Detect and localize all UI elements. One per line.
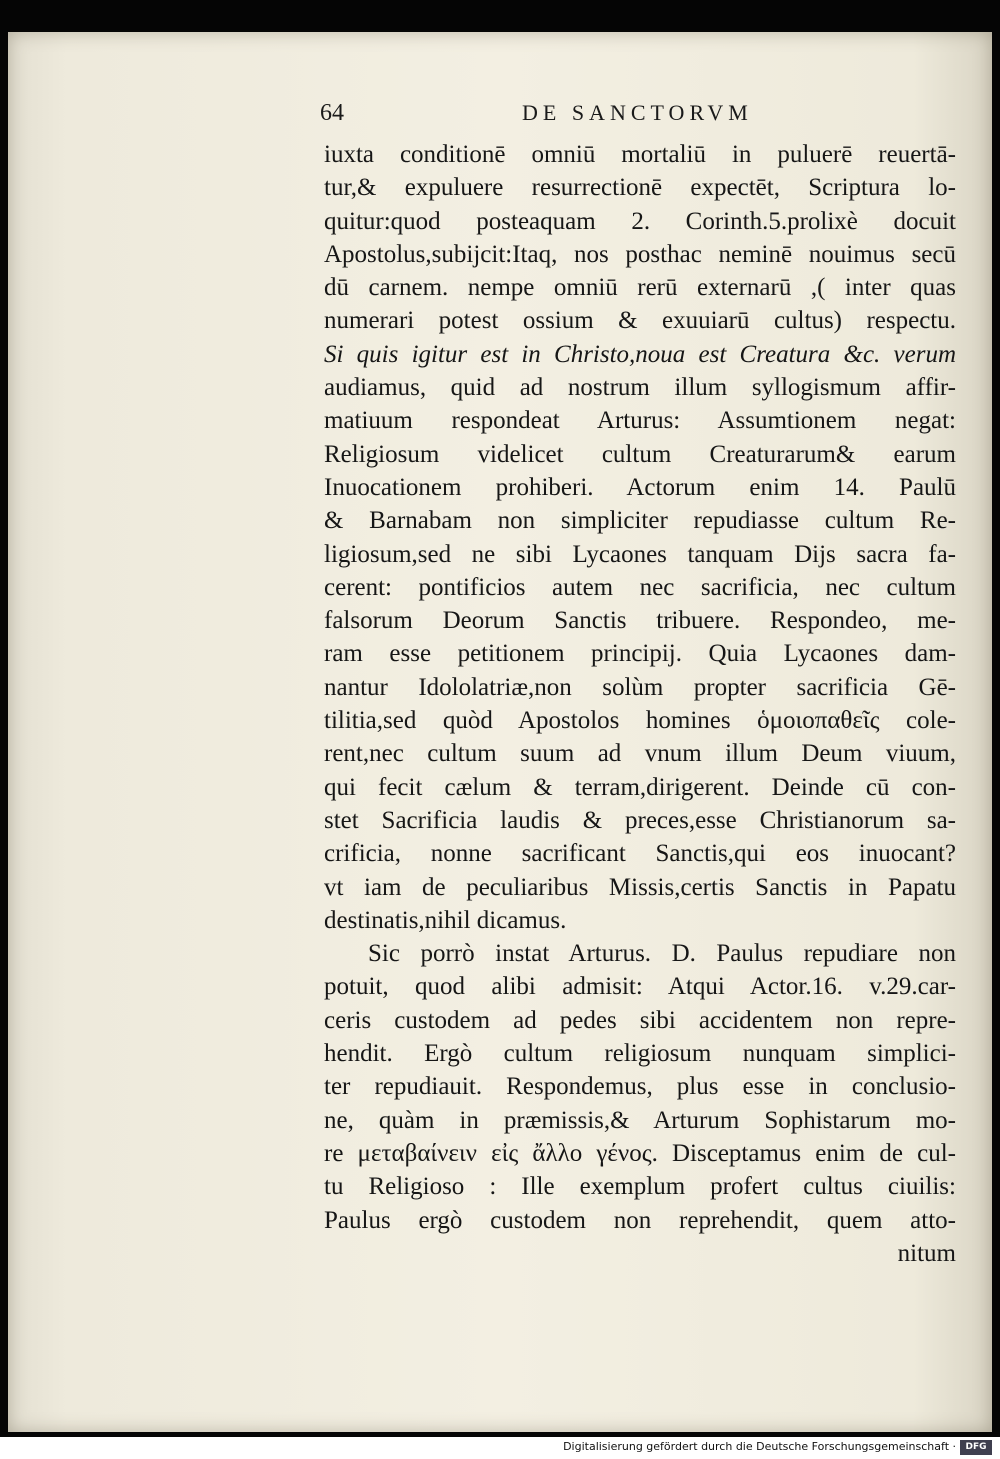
page-number: 64 [320,100,344,126]
text-line: hendit. Ergò cultum religiosum nunquam simplici- [324,1040,956,1068]
text-line: qui fecit cælum & terram,dirigerent. Deinde cū con- [324,773,956,801]
text-line: cerent: pontificios autem nec sacrificia, nec cultum [324,573,956,601]
text-line: ceris custodem ad pedes sibi accidentem non repre- [324,1006,956,1034]
text-line: Sic porrò instat Arturus. D. Paulus repudiare non [368,940,956,968]
text-line: iuxta conditionē omniū mortaliū in puluerē reuertā- [324,141,956,168]
text-line: ne, quàm in præmissis,& Arturum Sophistarum mo- [324,1106,956,1134]
text-line: Religiosum videlicet cultum Creaturarum& earum [324,440,956,468]
text-line: dū carnem. nempe omniū rerū externarū ,( inter quas [324,274,956,302]
text-line: tu Religioso : Ille exemplum profert cultus ciuilis: [324,1173,956,1201]
text-line: & Barnabam non simpliciter repudiasse cultum Re- [324,507,956,535]
text-line: vt iam de peculiaribus Missis,certis Sanctis in Papatu [324,873,956,901]
body-text [324,138,956,1270]
text-line: Apostolus,subijcit:Itaq, nos posthac neminē nouimus secū [324,240,956,268]
text-line: tilitia,sed quòd Apostolos homines ὁμοιοπαθεῖς cole- [324,707,956,735]
text-line: Si quis igitur est in Christo,noua est Creatura &c. verum [324,340,956,368]
text-line: Inuocationem prohiberi. Actorum enim 14. Paulū [324,473,956,501]
text-line: quitur:quod posteaquam 2. Corinth.5.prolixè docuit [324,207,956,235]
text-line: ter repudiauit. Respondemus, plus esse in conclusio- [324,1073,956,1101]
text-line: destinatis,nihil dicamus. [324,906,567,934]
footer-bar [0,1437,1000,1459]
text-line: re μεταβαίνειν εἰς ἄλλο γένος. Disceptamus enim de cul- [324,1139,956,1167]
text-line: numerari potest ossium & exuuiarū cultus) respectu. [324,307,956,335]
text-line: matiuum respondeat Arturus: Assumtionem negat: [324,407,956,435]
text-line: potuit, quod alibi admisit: Atqui Actor.16. v.29.car- [324,973,956,1001]
text-line: ram esse petitionem principij. Quia Lycaones dam- [324,640,956,668]
text-line: falsorum Deorum Sanctis tribuere. Respondeo, me- [324,607,956,635]
running-title: DE SANCTORVM [522,100,753,125]
text-line: crificia, nonne sacrificant Sanctis,qui eos inuocant? [324,840,956,868]
text-line: nitum [897,1239,956,1267]
text-line: Paulus ergò custodem non reprehendit, quem atto- [324,1206,956,1234]
digitization-credit: Digitalisierung gefördert durch die Deutsche Forschungsgemeinschaft · [563,1440,956,1453]
text-line: audiamus, quid ad nostrum illum syllogismum affir- [324,374,956,402]
text-line: rent,nec cultum suum ad vnum illum Deum viuum, [324,740,956,768]
text-line: stet Sacrificia laudis & preces,esse Christianorum sa- [324,806,956,834]
dfg-logo: DFG [960,1440,992,1455]
text-line: ligiosum,sed ne sibi Lycaones tanquam Dijs sacra fa- [324,540,956,568]
text-line: nantur Idololatriæ,non solùm propter sacrificia Gē- [324,673,956,701]
text-line: tur,& expuluere resurrectionē expectēt, Scriptura lo- [324,174,956,202]
